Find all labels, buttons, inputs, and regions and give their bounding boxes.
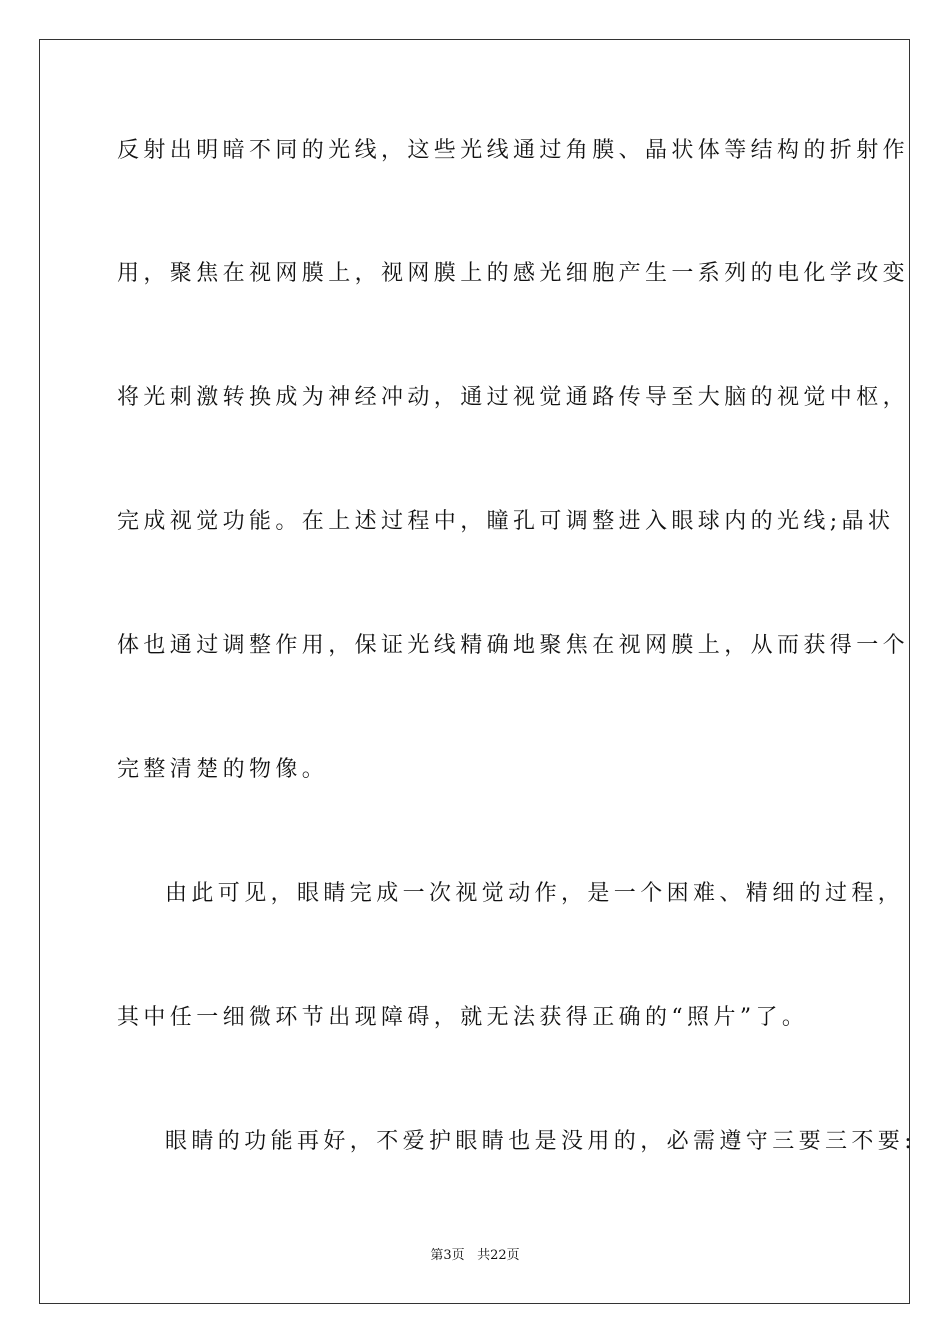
- text-line: 反射出明暗不同的光线，这些光线通过角膜、晶状体等结构的折射作: [117, 138, 910, 163]
- text-line: 其中任一细微环节出现障碍，就无法获得正确的“照片”了。: [117, 1005, 809, 1030]
- page-border: [39, 39, 910, 1304]
- paragraph-first-line: 由此可见，眼睛完成一次视觉动作，是一个困难、精细的过程，: [165, 881, 905, 906]
- page-total: 共22页: [477, 1248, 520, 1263]
- page-number: 第3页: [430, 1248, 465, 1263]
- text-line: 将光刺激转换成为神经冲动，通过视觉通路传导至大脑的视觉中枢，: [117, 385, 910, 410]
- text-line: 完整清楚的物像。: [117, 757, 329, 782]
- text-line: 用，聚焦在视网膜上，视网膜上的感光细胞产生一系列的电化学改变: [117, 261, 910, 286]
- text-line: 体也通过调整作用，保证光线精确地聚焦在视网膜上，从而获得一个: [117, 633, 910, 658]
- page-footer: [0, 1247, 950, 1265]
- paragraph-first-line: 眼睛的功能再好，不爱护眼睛也是没用的，必需遵守三要三不要:: [165, 1129, 917, 1154]
- text-line: 完成视觉功能。在上述过程中，瞳孔可调整进入眼球内的光线;晶状: [117, 509, 895, 534]
